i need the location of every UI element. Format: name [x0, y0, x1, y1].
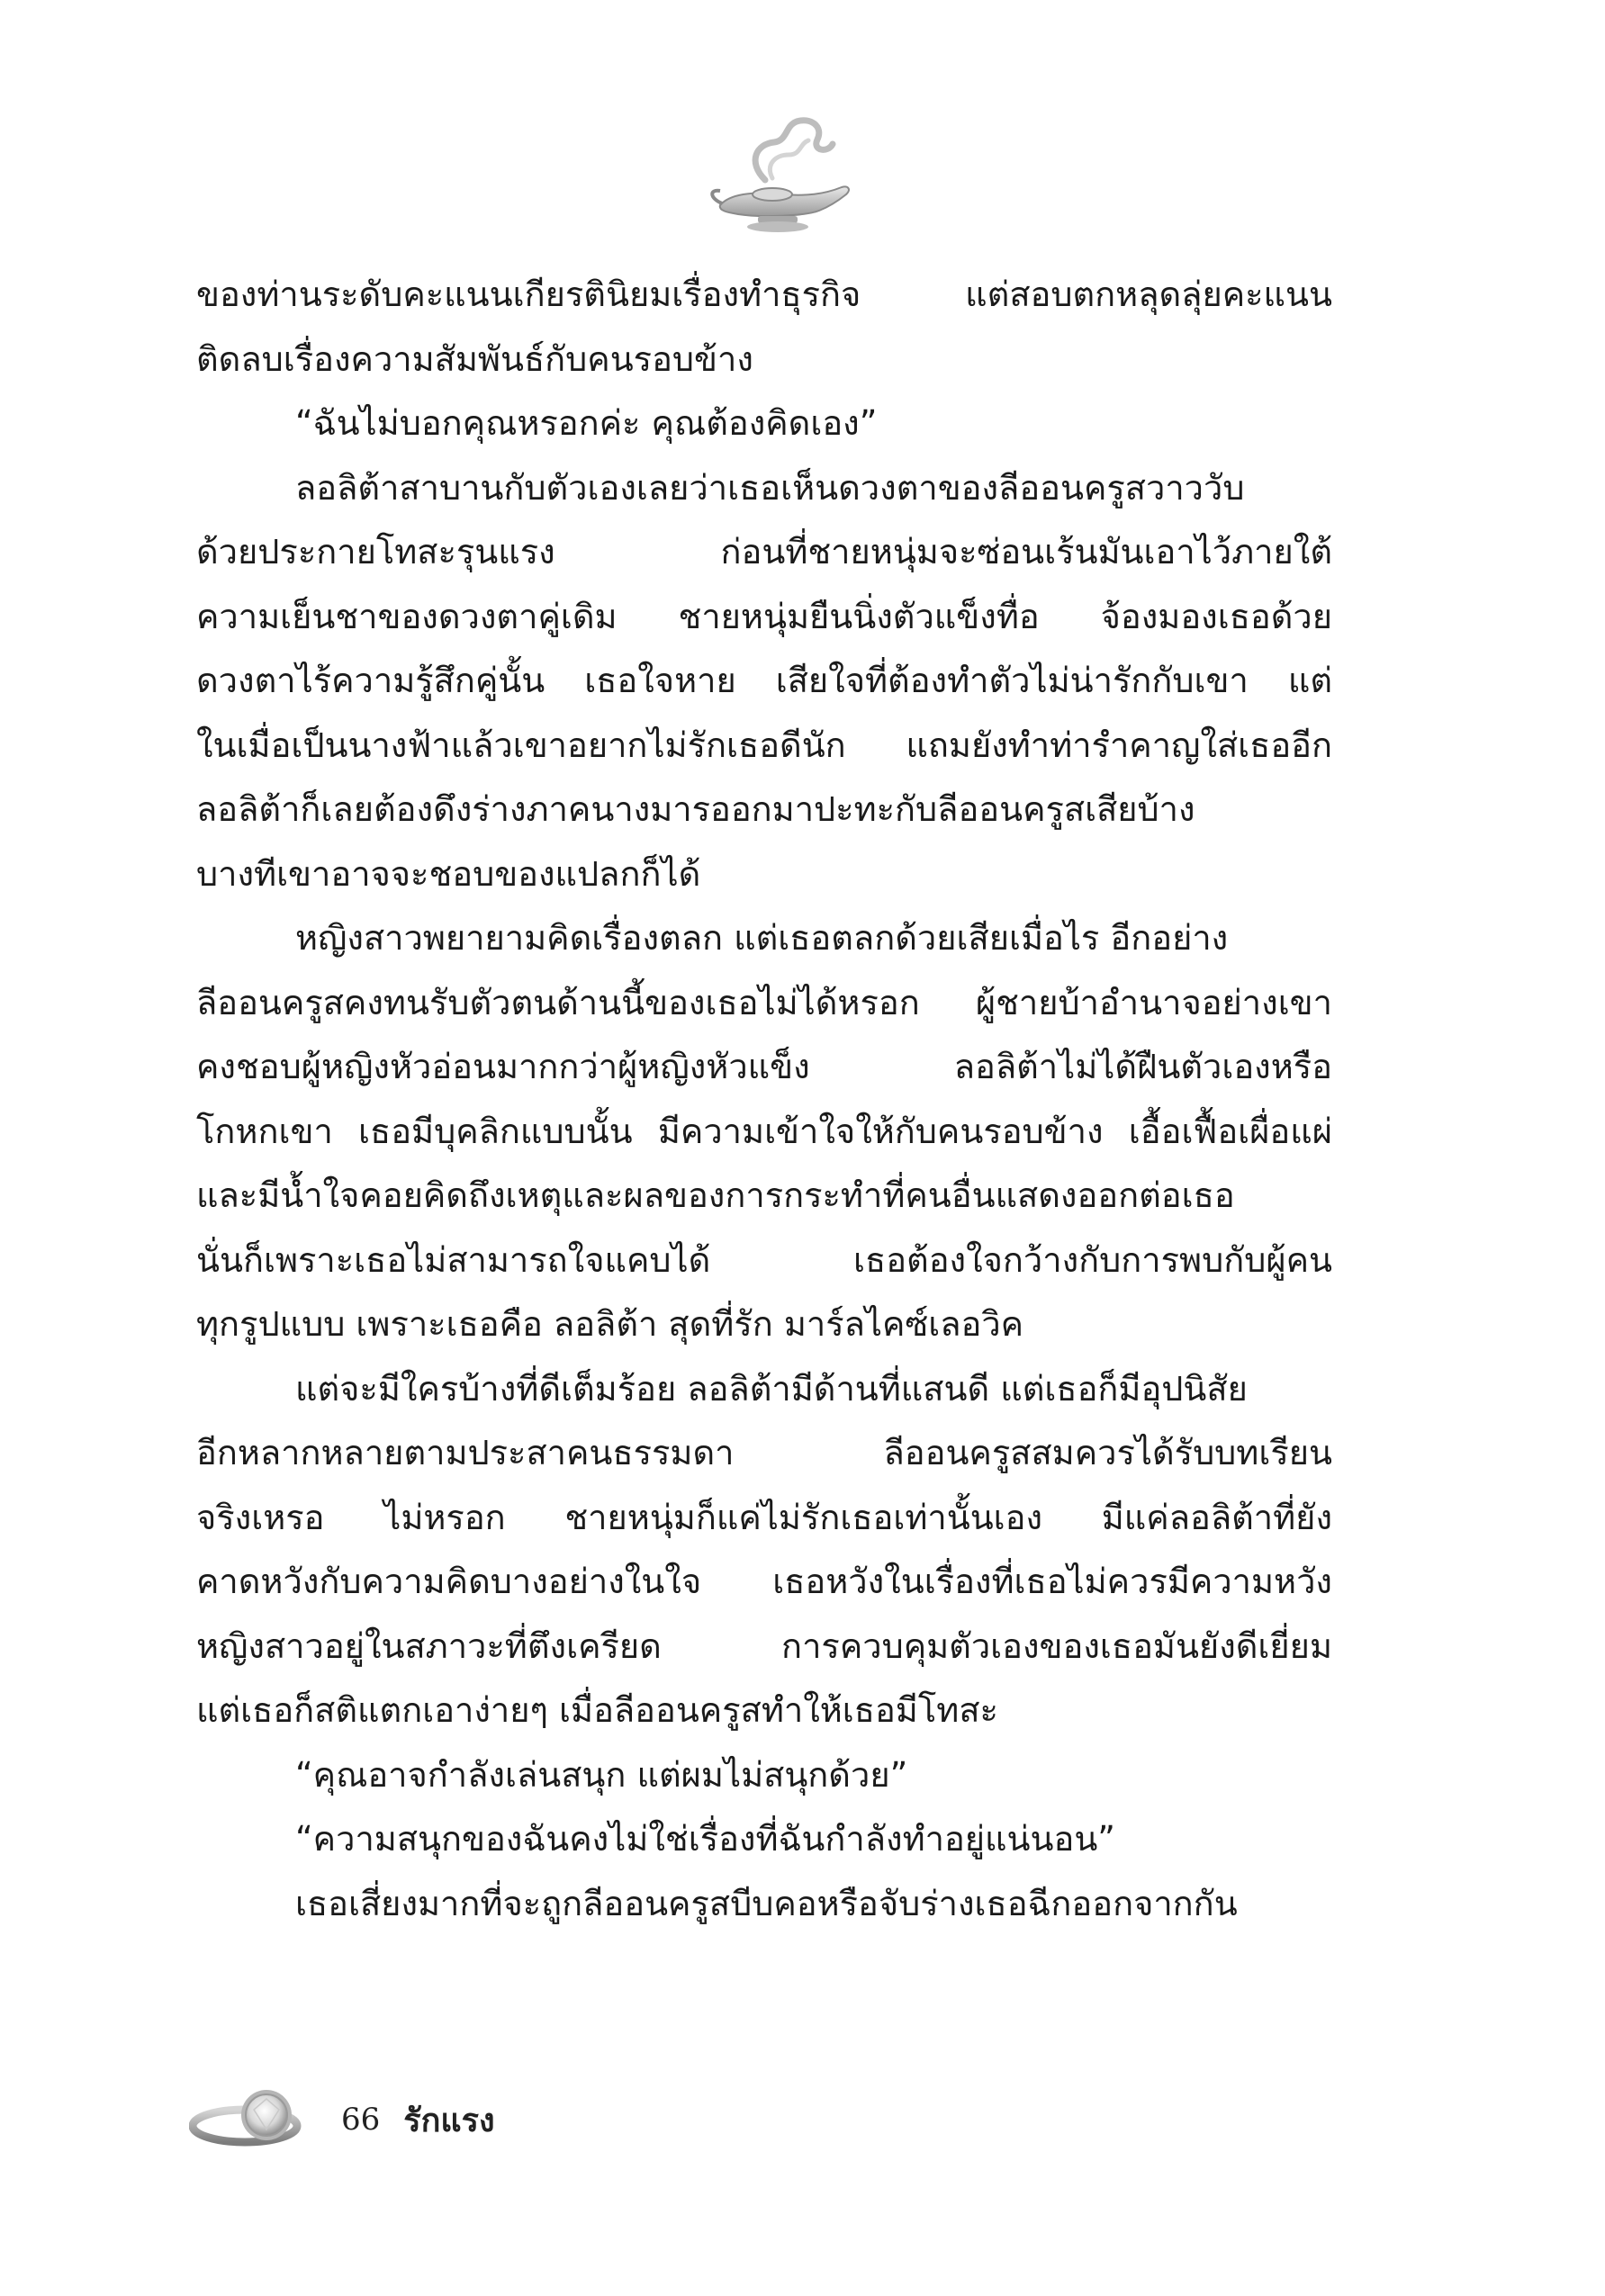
book-title: รักแรง — [403, 2102, 495, 2139]
paragraph — [196, 1357, 1332, 1422]
paragraph — [196, 1807, 1332, 1872]
text-line: แต่เธอก็สติแตกเอาง่ายๆ เมื่อลีออนครูสทำให้เธอมีโทสะ — [196, 1690, 998, 1730]
paragraph-continued — [196, 520, 1332, 906]
paragraph — [196, 1743, 1332, 1808]
text-line: คงชอบผู้หญิงหัวอ่อนมากกว่าผู้หญิงหัวแข็ง ลอลิต้าไม่ได้ฝืนตัวเองหรือ — [196, 1047, 1332, 1086]
paragraph — [196, 906, 1332, 971]
text-line: บางทีเขาอาจจะชอบของแปลกก็ได้ — [196, 853, 701, 894]
page-footer — [189, 2079, 495, 2160]
text-line: ของท่านระดับคะแนนเกียรตินิยมเรื่องทำธุรกิจ แต่สอบตกหลุดลุ่ยคะแนน — [196, 275, 1332, 314]
text-line: และมีน้ำใจคอยคิดถึงเหตุและผลของการกระทำที่คนอื่นแสดงออกต่อเธอ — [196, 1175, 1235, 1215]
text-line: ในเมื่อเป็นนางฟ้าแล้วเขาอยากไม่รักเธอดีนัก แถมยังทำท่ารำคาญใส่เธออีก — [196, 725, 1332, 765]
text-line: “ความสนุกของฉันคงไม่ใช่เรื่องที่ฉันกำลังทำอยู่แน่นอน” — [295, 1819, 1115, 1859]
text-line: ความเย็นชาของดวงตาคู่เดิม ชายหนุ่มยืนนิ่งตัวแข็งทื่อ จ้องมองเธอด้วย — [196, 596, 1332, 636]
paragraph — [196, 1872, 1332, 1937]
text-line: คาดหวังกับความคิดบางอย่างในใจ เธอหวังในเรื่องที่เธอไม่ควรมีความหวัง — [196, 1562, 1332, 1601]
text-line: ติดลบเรื่องความสัมพันธ์กับคนรอบข้าง — [196, 338, 753, 379]
paragraph — [196, 392, 1332, 456]
genie-lamp-icon — [702, 108, 864, 243]
text-line: แต่จะมีใครบ้างที่ดีเต็มร้อย ลอลิต้ามีด้านที่แสนดี แต่เธอก็มีอุปนิสัย — [295, 1368, 1248, 1409]
diamond-ring-icon — [189, 2084, 320, 2155]
body-text — [196, 263, 1332, 1936]
text-line: นั่นก็เพราะเธอไม่สามารถใจแคบได้ เธอต้องใจกว้างกับการพบกับผู้คน — [196, 1239, 1332, 1280]
text-line: ทุกรูปแบบ เพราะเธอคือ ลอลิต้า สุดที่รัก มาร์ลไคซ์เลอวิค — [196, 1304, 1024, 1344]
text-line: หญิงสาวอยู่ในสภาวะที่ตึงเครียด การควบคุมตัวเองของเธอมันยังดีเยี่ยม — [196, 1625, 1332, 1666]
text-line: ด้วยประกายโทสะรุนแรง ก่อนที่ชายหนุ่มจะซ่อนเร้นมันเอาไว้ภายใต้ — [196, 532, 1332, 572]
text-line: จริงเหรอ ไม่หรอก ชายหนุ่มก็แค่ไม่รักเธอเท่านั้นเอง มีแค่ลอลิต้าที่ยัง — [196, 1497, 1332, 1537]
text-line: ลีออนครูสคงทนรับตัวตนด้านนี้ของเธอไม่ได้หรอก ผู้ชายบ้าอำนาจอย่างเขา — [196, 982, 1332, 1022]
page-number: 66 — [341, 2102, 381, 2138]
text-line: ดวงตาไร้ความรู้สึกคู่นั้น เธอใจหาย เสียใจที่ต้องทำตัวไม่น่ารักกับเขา แต่ — [196, 661, 1332, 700]
text-line: หญิงสาวพยายามคิดเรื่องตลก แต่เธอตลกด้วยเสียเมื่อไร อีกอย่าง — [295, 918, 1229, 958]
text-line: ลอลิต้าสาบานกับตัวเองเลยว่าเธอเห็นดวงตาของลีออนครูสวาววับ — [295, 467, 1245, 508]
paragraph-continued — [196, 1421, 1332, 1743]
paragraph — [196, 456, 1332, 521]
paragraph-continued — [196, 971, 1332, 1357]
text-line: เธอเสี่ยงมากที่จะถูกลีออนครูสบีบคอหรือจับร่างเธอฉีกออกจากกัน — [295, 1883, 1238, 1923]
text-line: อีกหลากหลายตามประสาคนธรรมดา ลีออนครูสสมควรได้รับบทเรียน — [196, 1433, 1332, 1472]
text-line: “คุณอาจกำลังเล่นสนุก แต่ผมไม่สนุกด้วย” — [295, 1754, 908, 1795]
text-line: โกหกเขา เธอมีบุคลิกแบบนั้น มีความเข้าใจให้กับคนรอบข้าง เอื้อเฟื้อเผื่อแผ่ — [196, 1111, 1332, 1151]
paragraph — [196, 263, 1332, 392]
text-line: “ฉันไม่บอกคุณหรอกค่ะ คุณต้องคิดเอง” — [295, 403, 878, 443]
text-line: ลอลิต้าก็เลยต้องดึงร่างภาคนางมารออกมาปะทะกับลีออนครูสเสียบ้าง — [196, 789, 1195, 829]
